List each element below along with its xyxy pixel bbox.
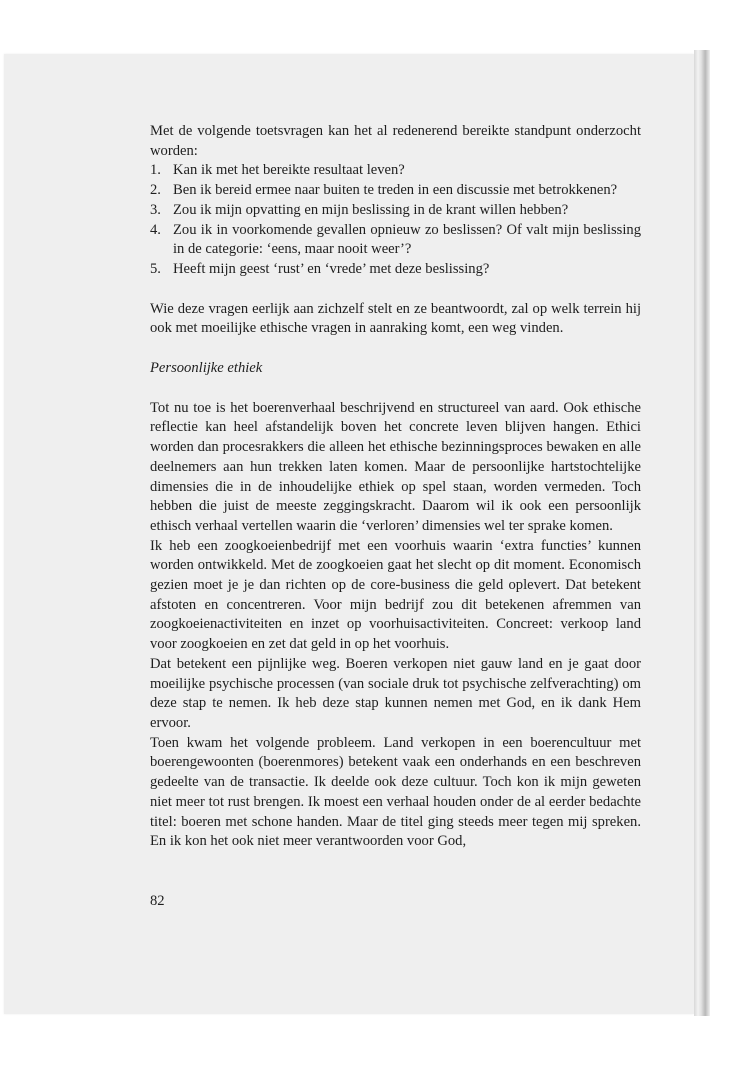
- list-item: 5. Heeft mijn geest ‘rust’ en ‘vrede’ met deze beslissing?: [150, 260, 490, 277]
- list-item: 2. Ben ik bereid ermee naar buiten te treden in een discussie met betrokkenen?: [150, 182, 618, 199]
- conclusion-paragraph: Wie deze vragen eerlijk aan zichzelf stelt en ze beantwoordt, zal op welk terrein hij ook met moeilijke ethische vragen in aanraking komt, een weg vinden.: [150, 300, 641, 337]
- page-edge: [694, 50, 710, 1016]
- intro-paragraph: Met de volgende toetsvragen kan het al redenerend bereikte standpunt onderzocht worden:: [150, 123, 641, 159]
- page-number: 82: [150, 893, 165, 909]
- body-text: [150, 122, 641, 852]
- paragraph: Tot nu toe is het boerenverhaal beschrijvend en structureel van aard. Ook ethische reflectie kan heel afstandelijk boven het concrete leven blijven hangen. Ethici worden dan procesrakkers die alleen het ethische bezinningsproces bewaken en alle deelnemers aan hun trekken laten komen. Maar de persoonlijke hartstochtelijke dimensies die in de inhoudelijke ethiek op spel staan, worden vermeden. Toch hebben die juist de meeste zeggingskracht. Daarom wil ik ook een persoonlijk ethisch verhaal vertellen waarin die ‘verloren’ dimensies wel ter sprake komen.: [150, 399, 641, 534]
- list-item: 4. Zou ik in voorkomende gevallen opnieuw zo beslissen? Of valt mijn beslissing in de categorie: ‘eens, maar nooit weer’?: [150, 221, 641, 258]
- paragraph: Ik heb een zoogkoeienbedrijf met een voorhuis waarin ‘extra functies’ kunnen worden ontwikkeld. Met de zoogkoeien gaat het slecht op dit moment. Economisch gezien moet je je dan richten op de core-business die geld oplevert. Dat betekent afstoten en concentreren. Voor mijn bedrijf zou dit betekenen afremmen van zoogkoeienactiviteiten en inzet op voorhuisactiviteiten. Concreet: verkoop land voor zoogkoeien en zet dat geld in op het voorhuis.: [150, 537, 641, 653]
- paragraph: Dat betekent een pijnlijke weg. Boeren verkopen niet gauw land en je gaat door moeilijke psychische processen (van sociale druk tot psychische zelfverachting) om deze stap te nemen. Ik heb deze stap kunnen nemen met God, en ik dank Hem ervoor.: [150, 655, 641, 731]
- list-item: 3. Zou ik mijn opvatting en mijn beslissing in de krant willen hebben?: [150, 201, 569, 218]
- question-list: [150, 161, 641, 279]
- paragraph: Toen kwam het volgende probleem. Land verkopen in een boerencultuur met boerengewoonten (boerenmores) betekent vaak een onderhands en een beschreven gedeelte van de transactie. Ik deelde ook deze cultuur. Toch kon ik mijn geweten niet meer tot rust brengen. Ik moest een verhaal houden onder de al eerder bedachte titel: boeren met schone handen. Maar de titel ging steeds meer tegen mij spreken. En ik kon het ook niet meer verantwoorden voor God,: [150, 734, 641, 850]
- list-item: 1. Kan ik met het bereikte resultaat leven?: [150, 162, 405, 179]
- section-heading: Persoonlijke ethiek: [150, 360, 263, 377]
